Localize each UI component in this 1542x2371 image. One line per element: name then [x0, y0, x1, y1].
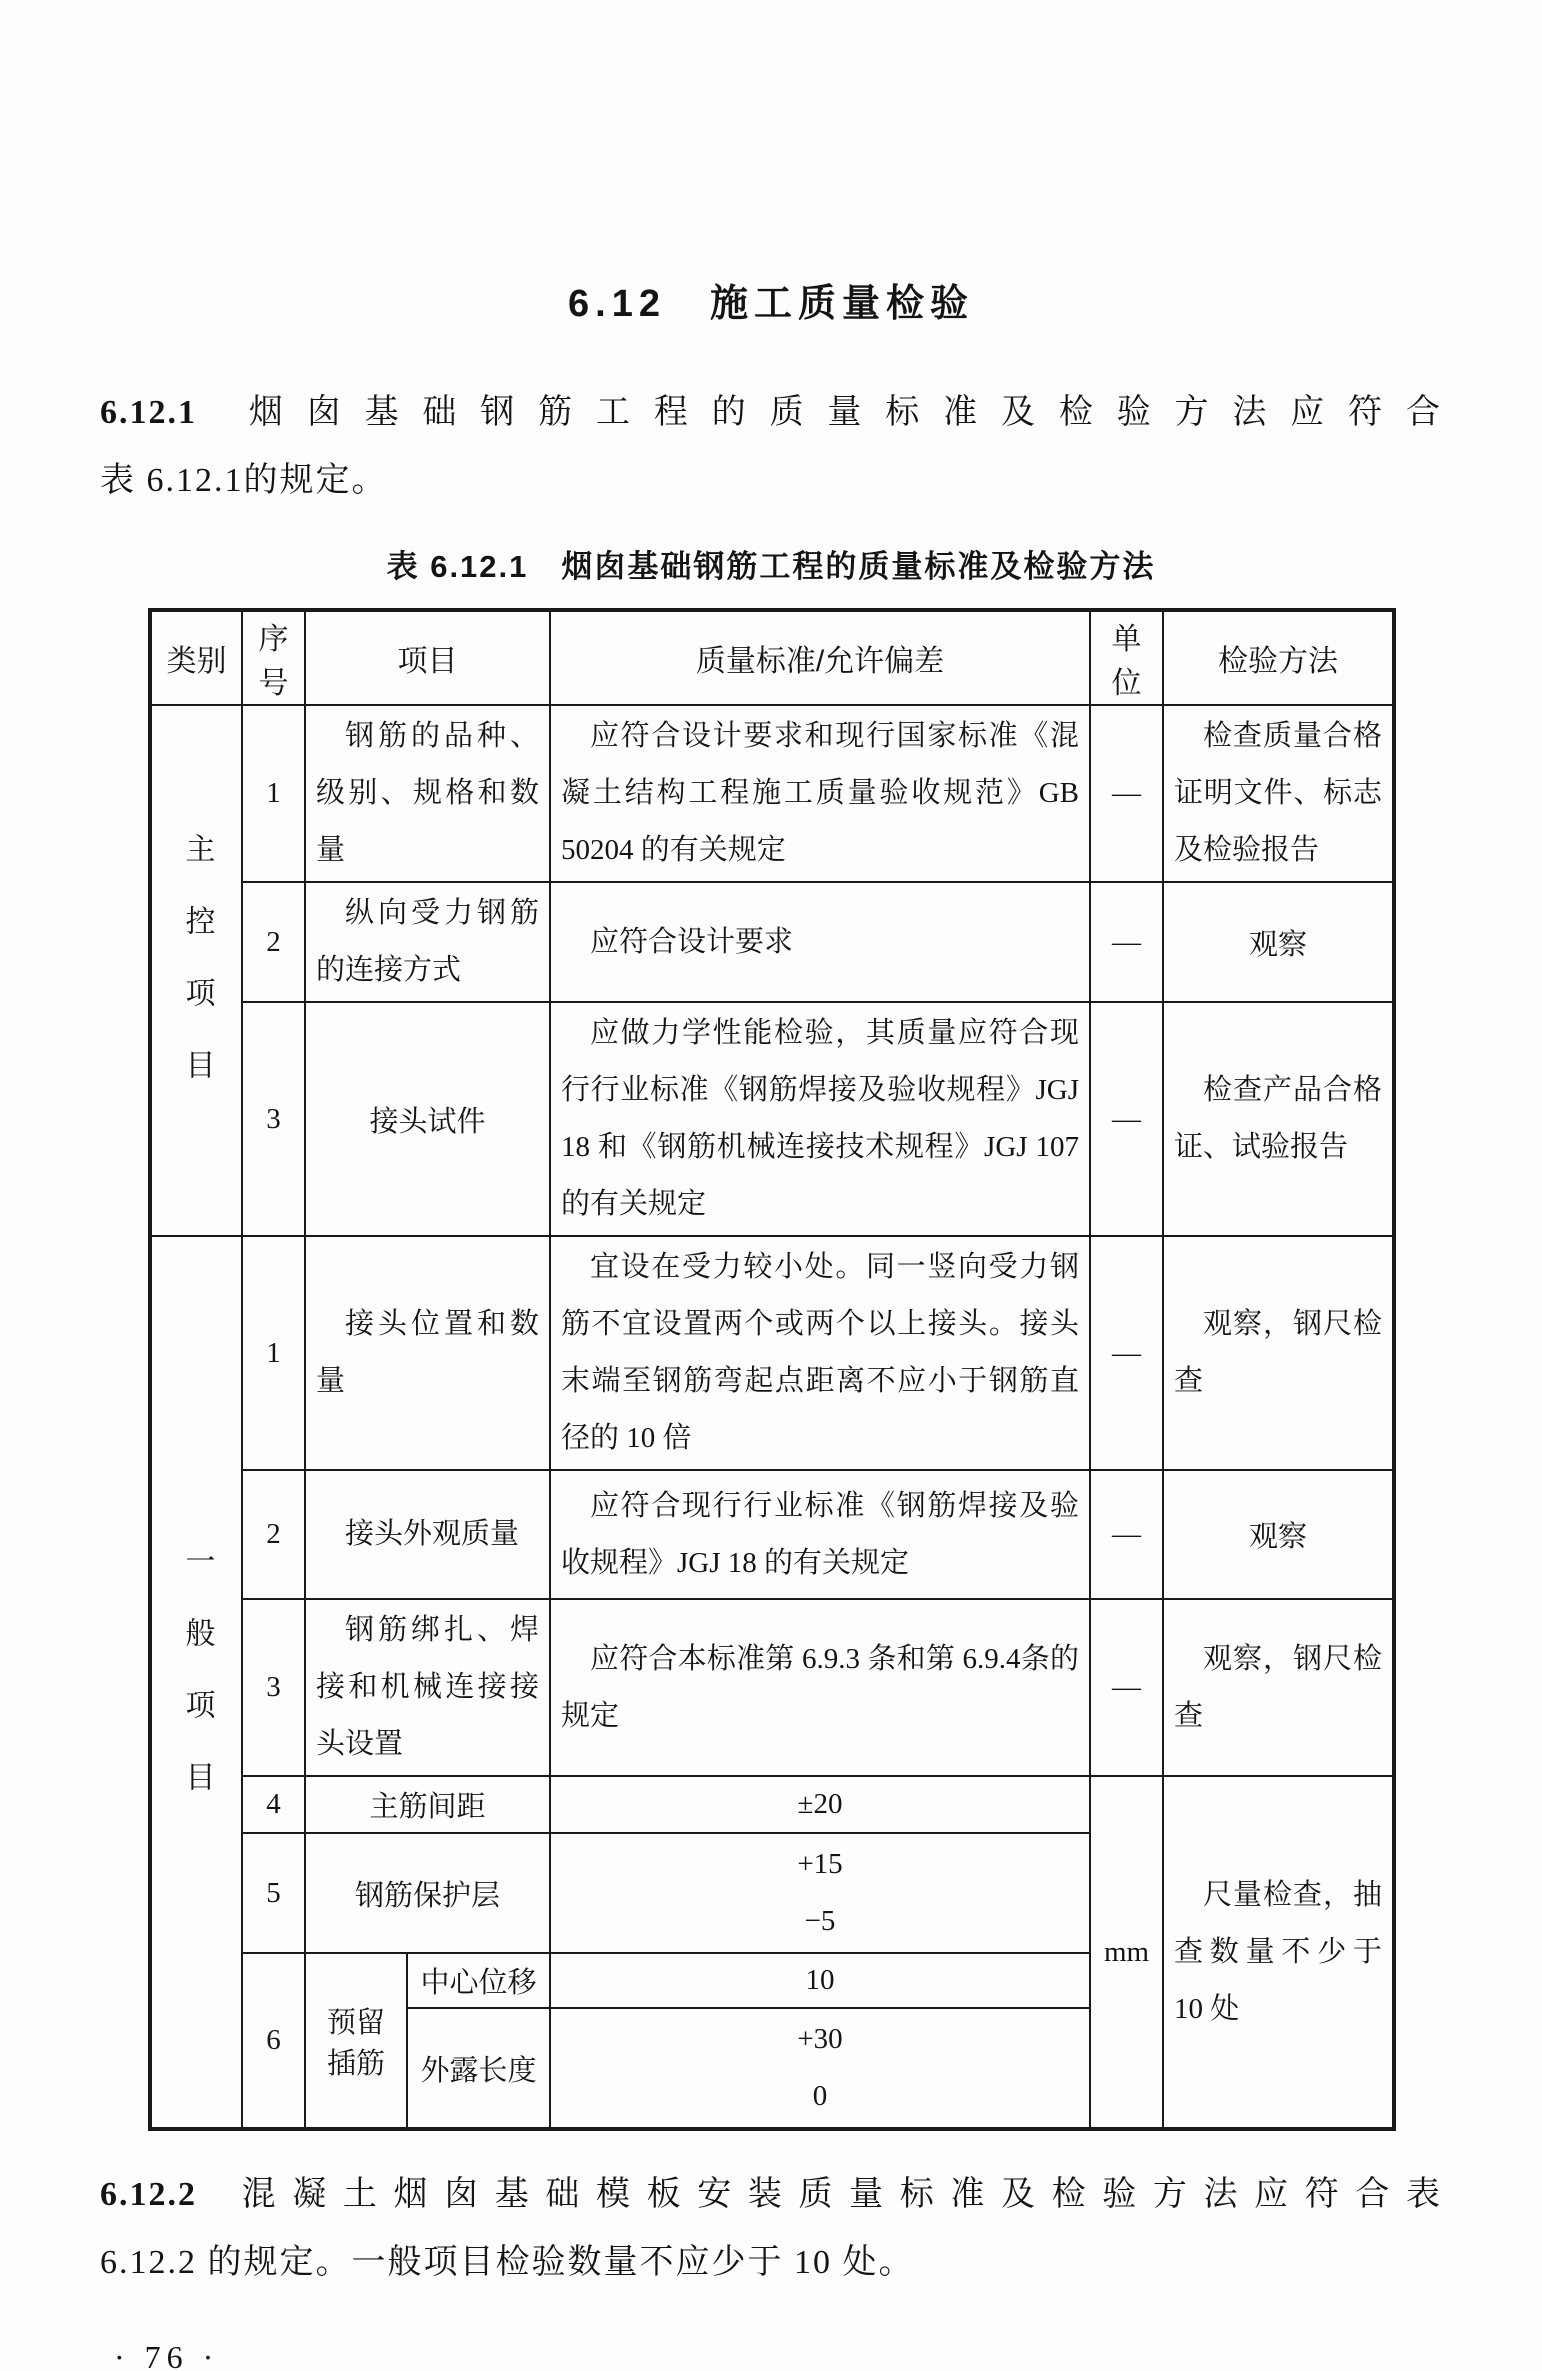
item-cell: 钢筋绑扎、焊接和机械连接接头设置 [305, 1599, 550, 1776]
item-cell: 钢筋的品种、级别、规格和数量 [305, 705, 550, 882]
quality-standard-table [148, 608, 1396, 2131]
seq-cell: 2 [242, 882, 305, 1002]
deviation-zero: 0 [812, 2080, 828, 2112]
clause-number: 6.12.2 [100, 2176, 197, 2213]
paragraph-6-12-1 [100, 379, 1442, 515]
deviation-plus: +30 [797, 2023, 843, 2055]
page-content [0, 272, 1542, 2371]
header-unit: 单位 [1090, 610, 1163, 705]
group-general [150, 1236, 242, 2129]
seq-cell: 2 [242, 1470, 305, 1599]
standard-cell: 应符合设计要求和现行国家标准《混凝土结构工程施工质量验收规范》GB 50204 的有关规定 [550, 705, 1090, 882]
deviation-plus: +15 [797, 1848, 843, 1880]
header-item: 项目 [305, 610, 550, 705]
unit-cell: — [1090, 705, 1163, 882]
unit-cell: — [1090, 882, 1163, 1002]
table-row [150, 1776, 1394, 1833]
unit-cell: — [1090, 1236, 1163, 1470]
item-cell-reserved-bars: 预留插筋 [305, 1953, 407, 2129]
header-standard: 质量标准/允许偏差 [550, 610, 1090, 705]
seq-cell: 1 [242, 705, 305, 882]
subitem-cell: 外露长度 [407, 2008, 550, 2129]
standard-cell: ±20 [550, 1776, 1090, 1833]
section-title: 6.12 施工质量检验 [568, 283, 974, 325]
clause-text: 烟囱基础钢筋工程的质量标准及检验方法应符合 [227, 394, 1442, 431]
standard-cell-stacked [550, 1833, 1090, 1953]
seq-cell: 6 [242, 1953, 305, 2129]
paragraph-6-12-2-line2: 6.12.2 的规定。一般项目检验数量不应少于 10 处。 [100, 2244, 915, 2281]
group-main-control [150, 705, 242, 1236]
header-category: 类别 [150, 610, 242, 705]
table-header-row [150, 610, 1394, 705]
standard-cell: 10 [550, 1953, 1090, 2008]
seq-cell: 3 [242, 1599, 305, 1776]
paragraph-6-12-2-line1 [100, 2161, 1442, 2229]
method-cell: 观察，钢尺检查 [1163, 1236, 1394, 1470]
method-cell: 观察 [1163, 882, 1394, 1002]
paragraph-6-12-1-line2: 表 6.12.1的规定。 [100, 462, 388, 499]
header-seq: 序号 [242, 610, 305, 705]
table-row [150, 882, 1394, 1002]
item-cell: 接头位置和数量 [305, 1236, 550, 1470]
header-method: 检验方法 [1163, 610, 1394, 705]
item-cell: 主筋间距 [305, 1776, 550, 1833]
table-row [150, 1470, 1394, 1599]
standard-cell-stacked [550, 2008, 1090, 2129]
unit-cell: — [1090, 1002, 1163, 1236]
seq-cell: 1 [242, 1236, 305, 1470]
unit-cell: — [1090, 1599, 1163, 1776]
method-cell: 观察 [1163, 1470, 1394, 1599]
table-title: 表 6.12.1 烟囱基础钢筋工程的质量标准及检验方法 [386, 549, 1156, 584]
page-number: · 76 · [114, 2339, 220, 2371]
unit-cell: — [1090, 1470, 1163, 1599]
standard-cell: 应符合本标准第 6.9.3 条和第 6.9.4条的规定 [550, 1599, 1090, 1776]
method-cell: 检查产品合格证、试验报告 [1163, 1002, 1394, 1236]
standard-cell: 应符合现行行业标准《钢筋焊接及验收规程》JGJ 18 的有关规定 [550, 1470, 1090, 1599]
group-general-label: 一般项目 [180, 1544, 214, 1833]
method-cell-merged: 尺量检查，抽查数量不少于 10 处 [1163, 1776, 1394, 2129]
seq-cell: 3 [242, 1002, 305, 1236]
table-row [150, 1236, 1394, 1470]
subitem-cell: 中心位移 [407, 1953, 550, 2008]
standard-cell: 宜设在受力较小处。同一竖向受力钢筋不宜设置两个或两个以上接头。接头末端至钢筋弯起点距离不应小于钢筋直径的 10 倍 [550, 1236, 1090, 1470]
paragraph-6-12-2 [100, 2161, 1442, 2297]
paragraph-6-12-1-line1 [100, 379, 1442, 447]
clause-text: 混凝土烟囱基础模板安装质量标准及检验方法应符合表 [227, 2176, 1442, 2213]
deviation-minus: −5 [804, 1905, 836, 1937]
table-row [150, 705, 1394, 882]
seq-cell: 4 [242, 1776, 305, 1833]
clause-number: 6.12.1 [100, 394, 197, 431]
standard-cell: 应符合设计要求 [550, 882, 1090, 1002]
standard-cell: 应做力学性能检验，其质量应符合现行行业标准《钢筋焊接及验收规程》JGJ 18 和《钢筋机械连接技术规程》JGJ 107 的有关规定 [550, 1002, 1090, 1236]
table-row [150, 1599, 1394, 1776]
table-row [150, 1002, 1394, 1236]
item-cell: 纵向受力钢筋的连接方式 [305, 882, 550, 1002]
group-main-label: 主控项目 [180, 833, 214, 1121]
item-cell: 钢筋保护层 [305, 1833, 550, 1953]
method-cell: 检查质量合格证明文件、标志及检验报告 [1163, 705, 1394, 882]
seq-cell: 5 [242, 1833, 305, 1953]
item-cell: 接头外观质量 [305, 1470, 550, 1599]
method-cell: 观察，钢尺检查 [1163, 1599, 1394, 1776]
item-cell: 接头试件 [305, 1002, 550, 1236]
unit-cell-merged: mm [1090, 1776, 1163, 2129]
